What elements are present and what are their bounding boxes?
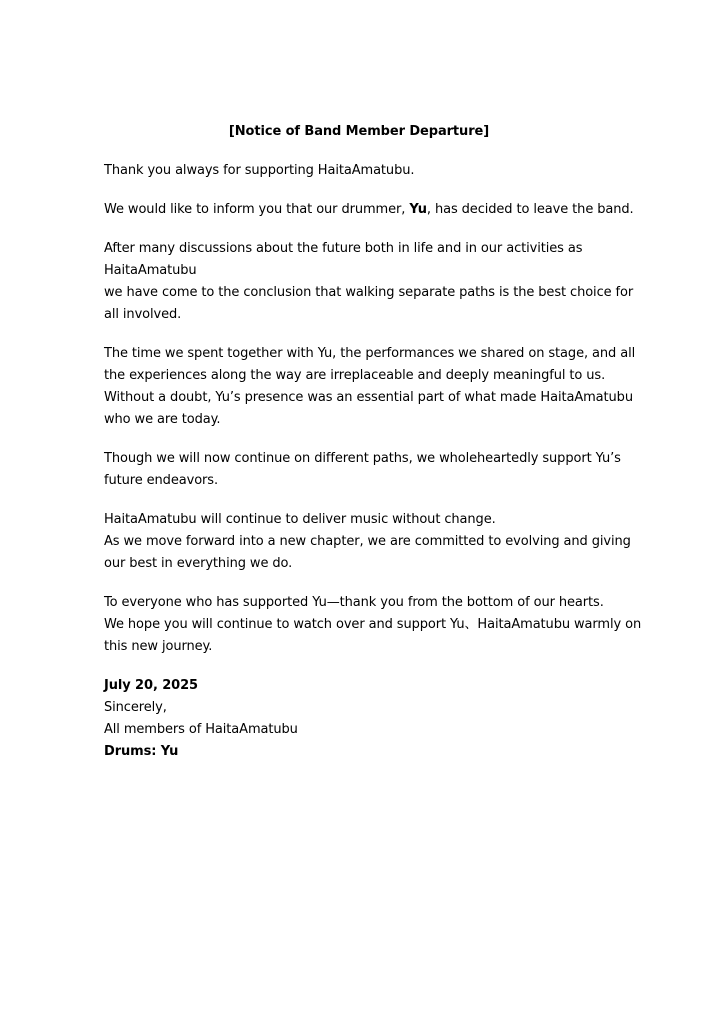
signature-block [104, 675, 614, 763]
paragraph-line: all involved. [104, 307, 182, 322]
paragraph-line: who we are today. [104, 412, 221, 427]
paragraph-line: We hope you will continue to watch over and support Yu、HaitaAmatubu warmly on [104, 617, 642, 632]
paragraph-line: Though we will now continue on different paths, we wholeheartedly support Yu’s [104, 451, 621, 466]
paragraph-line: our best in everything we do. [104, 556, 293, 571]
paragraph-line: this new journey. [104, 639, 213, 654]
signature-member: Drums: Yu [104, 744, 179, 759]
paragraph-line: HaitaAmatubu [104, 263, 197, 278]
signature-from: All members of HaitaAmatubu [104, 722, 298, 737]
paragraph-line: future endeavors. [104, 473, 218, 488]
paragraph-line: Without a doubt, Yu’s presence was an essential part of what made HaitaAmatubu [104, 390, 633, 405]
greeting-paragraph [104, 160, 614, 182]
signature-closing: Sincerely, [104, 700, 167, 715]
paragraph-line: After many discussions about the future both in life and in our activities as [104, 241, 583, 256]
paragraph-line: To everyone who has supported Yu—thank you from the bottom of our hearts. [104, 595, 604, 610]
paragraph-line: The time we spent together with Yu, the performances we shared on stage, and all [104, 346, 636, 361]
thanks-paragraph [104, 592, 642, 658]
announcement-text-after: , has decided to leave the band. [426, 202, 634, 217]
announcement-line [104, 199, 634, 221]
notice-document [104, 121, 642, 763]
greeting-text: Thank you always for supporting HaitaAmatubu. [104, 163, 415, 178]
signature-date: July 20, 2025 [104, 678, 198, 693]
memories-paragraph [104, 343, 636, 431]
discussion-paragraph [104, 238, 634, 326]
future-paragraph [104, 509, 631, 575]
paragraph-line: As we move forward into a new chapter, we are committed to evolving and giving [104, 534, 631, 549]
paragraph-line: HaitaAmatubu will continue to deliver music without change. [104, 512, 496, 527]
drummer-name: Yu [409, 202, 427, 217]
announcement-text-before: We would like to inform you that our drummer, [104, 202, 410, 217]
paragraph-line: we have come to the conclusion that walking separate paths is the best choice for [104, 285, 634, 300]
support-paragraph [104, 448, 621, 492]
document-title: [Notice of Band Member Departure] [228, 124, 490, 139]
announcement-paragraph [104, 199, 634, 221]
paragraph-line: the experiences along the way are irreplaceable and deeply meaningful to us. [104, 368, 606, 383]
